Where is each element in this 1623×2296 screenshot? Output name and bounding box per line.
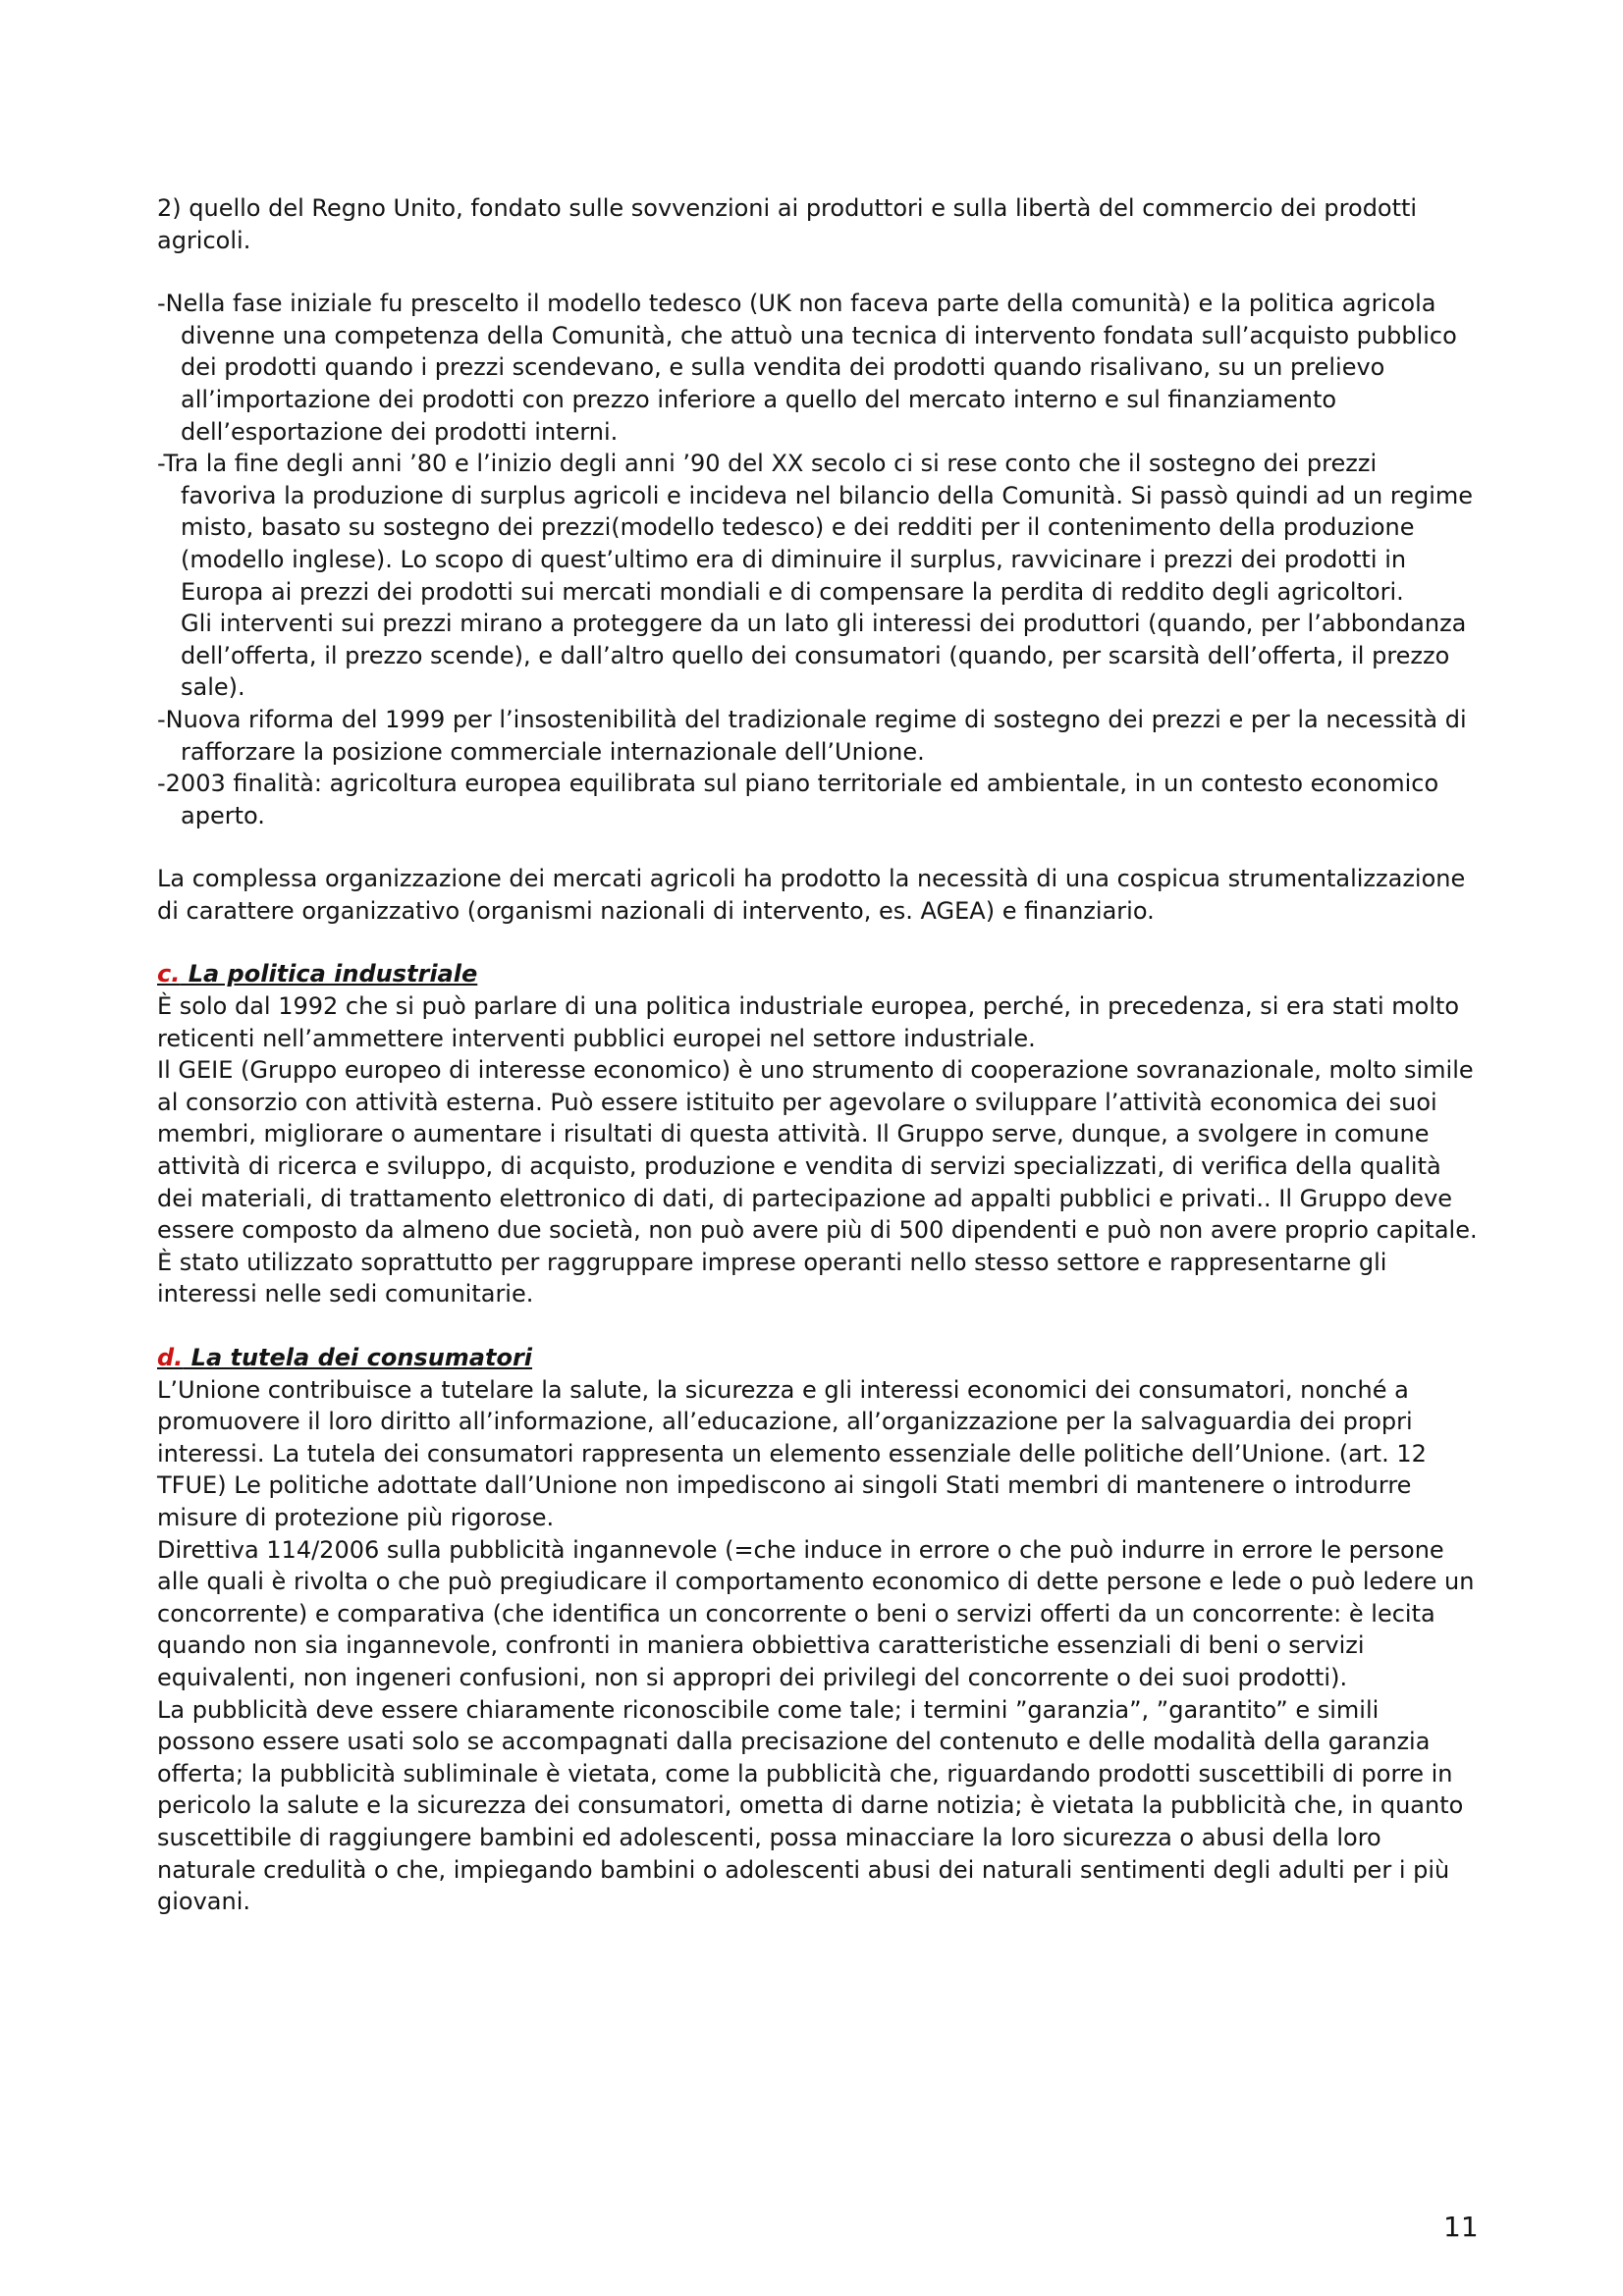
section-title: La politica industriale [180,960,478,988]
list-item-initial-phase: -Nella fase iniziale fu prescelto il modello tedesco (UK non faceva parte della comunità) e la politica agricola divenne una competenza della Comunità, che attuò una tecnica di intervento fondata sull’acquisto pubblico dei prodotti quando i prezzi scendevano, e sulla vendita dei prodotti quando risalivano, su un prelievo all’importazione dei prodotti con prezzo inferiore a quello del mercato interno e sul finanziamento dell’esportazione dei prodotti interni. [157,290,1457,446]
section-letter: c. [157,960,181,988]
list-item-2003: -2003 finalità: agricoltura europea equilibrata sul piano territoriale ed ambientale, in un contesto economico aperto. [157,770,1439,829]
page-number: 11 [1443,2211,1479,2243]
spacer [157,1310,1478,1342]
document-page [157,192,1478,1918]
spacer [157,256,1478,288]
paragraph-consumer-protection: L’Unione contribuisce a tutelare la salute, la sicurezza e gli interessi economici dei consumatori, nonché a promuovere il loro diritto all’informazione, all’educazione, all’organizzazione per la salvaguardia dei propri interessi. La tutela dei consumatori rappresenta un elemento essenziale delle politiche dell’Unione. (art. 12 TFUE) Le politiche adottate dall’Unione non impediscono ai singoli Stati membri di mantenere o introdurre misure di protezione più rigorose. [157,1375,1427,1531]
section-heading-consumer-protection [157,1342,1478,1374]
list-item-reform-80s-90s: -Tra la fine degli anni ’80 e l’inizio degli anni ’90 del XX secolo ci si rese conto che il sostegno dei prezzi favoriva la produzione di surplus agricoli e incideva nel bilancio della Comunità. Si passò quindi ad un regime misto, basato su sostegno dei prezzi(modello tedesco) e dei redditi per il contenimento della produzione (modello inglese). Lo scopo di quest’ultimo era di diminuire il surplus, ravvicinare i prezzi dei prodotti in Europa ai prezzi dei prodotti sui mercati mondiali e di compensare la perdita di reddito degli agricoltori. [157,450,1474,606]
paragraph-industrial-1992: È solo dal 1992 che si può parlare di una politica industriale europea, perché, in precedenza, si era stati molto reticenti nell’ammettere interventi pubblici europei nel settore industriale. [157,992,1460,1052]
paragraph-geie: Il GEIE (Gruppo europeo di interesse economico) è uno strumento di cooperazione sovranazionale, molto simile al consorzio con attività esterna. Può essere istituito per agevolare o sviluppare l’attività economica dei suoi membri, migliorare o aumentare i risultati di questa attività. Il Gruppo serve, dunque, a svolgere in comune attività di ricerca e sviluppo, di acquisto, produzione e vendita di servizi specializzati, di verifica della qualità dei materiali, di trattamento elettronico di dati, di partecipazione ad appalti pubblici e privati.. Il Gruppo deve essere composto da almeno due società, non può avere più di 500 dipendenti e può non avere proprio capitale. È stato utilizzato soprattutto per raggruppare imprese operanti nello stesso settore e rappresentarne gli interessi nelle sedi comunitarie. [157,1056,1478,1308]
section-title: La tutela dei consumatori [183,1344,533,1371]
paragraph-advertising-rules: La pubblicità deve essere chiaramente riconoscibile come tale; i termini ”garanzia”, ”garantito” e simili possono essere usati solo se accompagnati dalla precisazione del contenuto e delle modalità della garanzia offerta; la pubblicità subliminale è vietata, come la pubblicità che, riguardando prodotti suscettibili di porre in pericolo la salute e la sicurezza dei consumatori, ometta di darne notizia; è vietata la pubblicità che, in quanto suscettibile di raggiungere bambini ed adolescenti, possa minacciare la loro sicurezza o abusi della loro naturale credulità o che, impiegando bambini o adolescenti abusi dei naturali sentimenti degli adulti per i più giovani. [157,1695,1464,1916]
list-item-price-interventions: Gli interventi sui prezzi mirano a proteggere da un lato gli interessi dei produttori (quando, per l’abbondanza dell’offerta, il prezzo scende), e dall’altro quello dei consumatori (quando, per scarsità dell’offerta, il prezzo sale). [181,610,1467,702]
paragraph-uk-model: 2) quello del Regno Unito, fondato sulle sovvenzioni ai produttori e sulla libertà del commercio dei prodotti agricoli. [157,194,1418,254]
spacer [157,831,1478,863]
paragraph-agri-organization: La complessa organizzazione dei mercati agricoli ha prodotto la necessità di una cospicua strumentalizzazione di carattere organizzativo (organismi nazionali di intervento, es. AGEA) e finanziario. [157,865,1466,925]
spacer [157,927,1478,958]
section-heading-industrial-policy [157,958,1478,990]
paragraph-directive-114-2006: Direttiva 114/2006 sulla pubblicità ingannevole (=che induce in errore o che può indurre in errore le persone alle quali è rivolta o che può pregiudicare il comportamento economico di dette persone e lede o può ledere un concorrente) e comparativa (che identifica un concorrente o beni o servizi offerti da un concorrente: è lecita quando non sia ingannevole, confronti in maniera obbiettiva caratteristiche essenziali di beni o servizi equivalenti, non ingeneri confusioni, non si appropri dei privilegi del concorrente o dei suoi prodotti). [157,1535,1475,1691]
list-item-reform-1999: -Nuova riforma del 1999 per l’insostenibilità del tradizionale regime di sostegno dei prezzi e per la necessità di rafforzare la posizione commerciale internazionale dell’Unione. [157,705,1467,766]
section-letter: d. [157,1344,184,1371]
